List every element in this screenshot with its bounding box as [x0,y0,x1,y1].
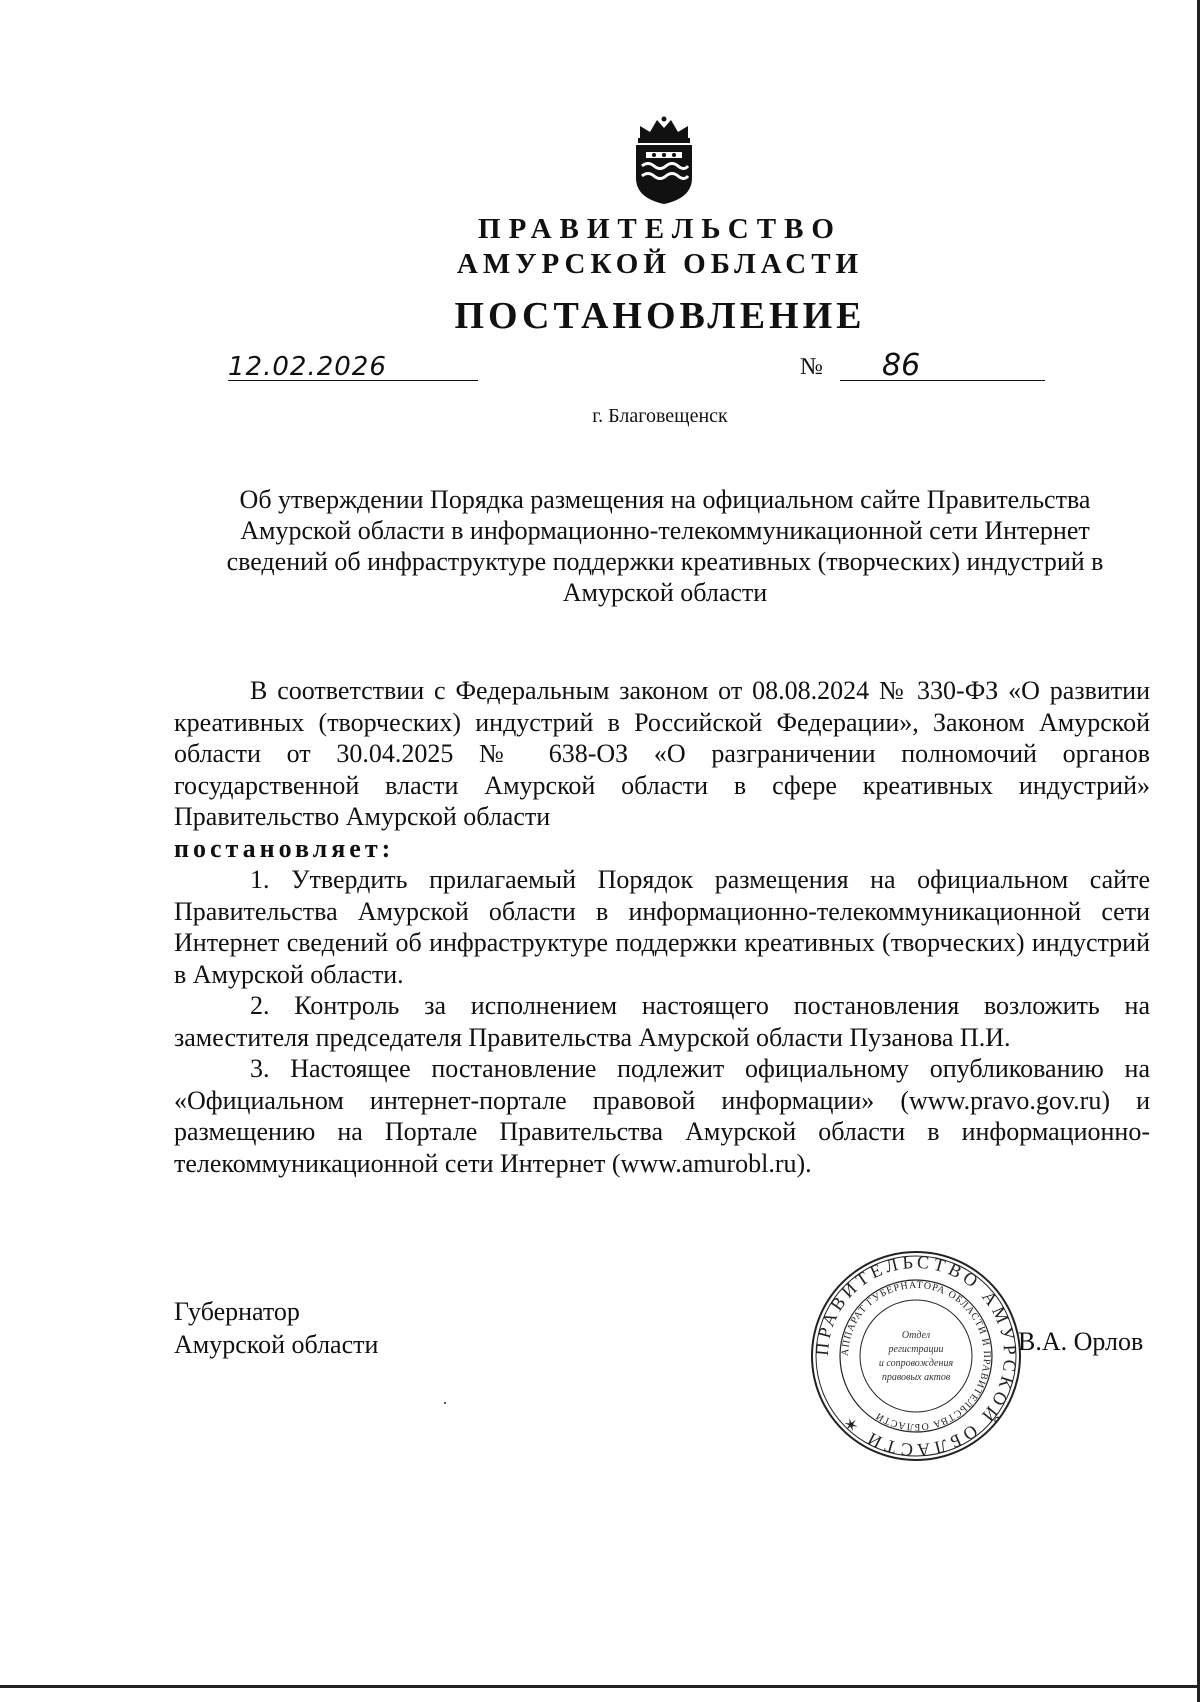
scan-edge-bottom [0,1685,1200,1688]
svg-text:АППАРАТ ГУБЕРНАТОРА ОБЛАСТИ И: АППАРАТ ГУБЕРНАТОРА ОБЛАСТИ И ПРАВИТЕЛЬСТВА ОБЛАСТИ [839,1279,993,1433]
scan-artifact-dot [444,1402,446,1404]
document-type-title: ПОСТАНОВЛЕНИЕ [454,295,866,337]
signatory-role-line1: Губернатор [174,1297,300,1326]
body-item-1: 1. Утвердить прилагаемый Порядок размещения на официальном сайте Правительства Амурской области в информационно-телекоммуникационной сети Интернет сведений об инфраструктуре поддержки креативных (творческих) индустрий в Амурской области. [174,865,1150,989]
svg-text:Отдел: Отдел [901,1330,931,1341]
preamble-paragraph: В соответствии с Федеральным законом от 08.08.2024 № 330-ФЗ «О развитии креативных (творческих) индустрий в Российской Федерации», Законом Амурской области от 30.04.2025 № 638-ОЗ «О разграничении полномочий органов государственной власти Амурской области в сфере креативных индустрий» Правительство Амурской области [174,676,1150,831]
government-title-line2: АМУРСКОЙ ОБЛАСТИ [456,248,864,280]
number-sign: № [800,354,823,380]
signatory-role-line2: Амурской области [174,1330,379,1359]
svg-text:и сопровождения: и сопровождения [878,1358,954,1369]
handwritten-number: 86 [882,348,921,383]
svg-text:ПРАВИТЕЛЬСТВО АМУРСКОЙ ОБЛАСТИ: ПРАВИТЕЛЬСТВО АМУРСКОЙ ОБЛАСТИ ✶ [811,1251,1021,1461]
body-item-2: 2. Контроль за исполнением настоящего постановления возложить на заместителя председателя Правительства Амурской области Пузанова П.И. [174,991,1150,1052]
official-seal-stamp [806,1246,1026,1466]
signatory-role [174,1295,378,1361]
city-line: г. Благовещенск [592,405,728,427]
document-subject: Об утверждении Порядка размещения на официальном сайте Правительства Амурской области в информационно-телекоммуникационной сети Интернет сведений об инфраструктуре поддержки креативных (творческих) индустрий в Амурской области [226,485,1104,607]
government-title-line1: ПРАВИТЕЛЬСТВО [478,213,842,245]
body-item-3: 3. Настоящее постановление подлежит официальному опубликованию на «Официальном интернет-портале правовой информации» (www.pravo.gov.ru) и размещению на Портале Правительства Амурской области в информационно-телекоммуникационной сети Интернет (www.amurobl.ru). [174,1054,1150,1178]
svg-text:правовых актов: правовых актов [881,1372,951,1383]
document-body [174,675,1150,1179]
svg-text:регистрации: регистрации [888,1344,944,1355]
decree-word: постановляет: [174,833,395,863]
number-underline [840,354,1045,381]
signatory-name: В.А. Орлов [1018,1327,1144,1356]
amur-region-coat-of-arms-icon [626,116,702,206]
handwritten-date: 12.02.2026 [228,352,387,382]
